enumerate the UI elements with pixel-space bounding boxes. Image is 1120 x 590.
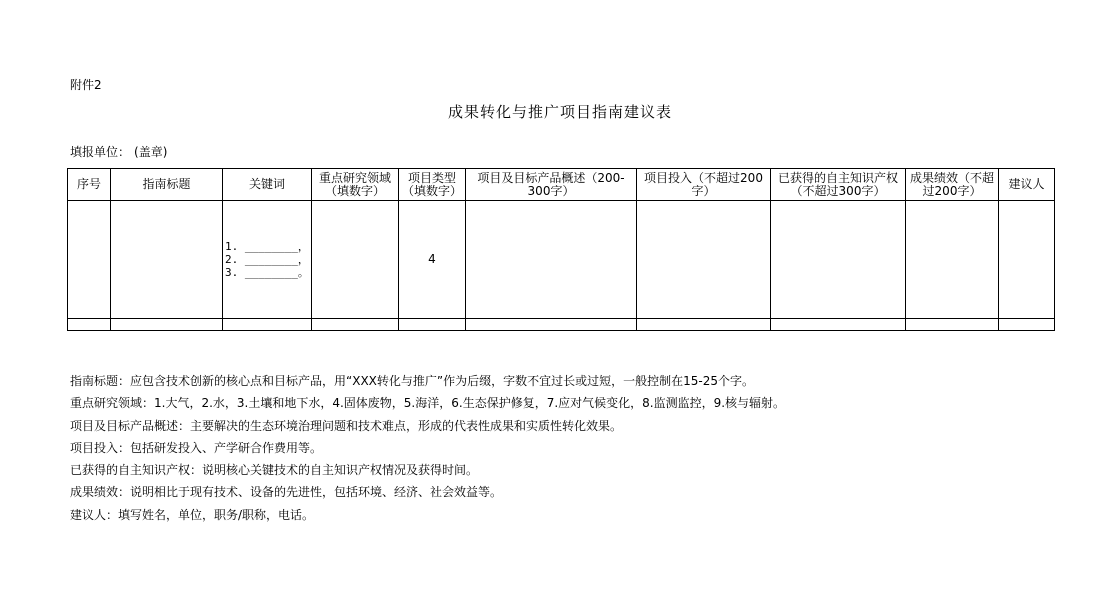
note-research-field: 重点研究领域：1.大气，2.水，3.土壤和地下水，4.固体废物，5.海洋，6.生态保护修复，7.应对气候变化，8.监测监控，9.核与辐射。 bbox=[70, 396, 786, 411]
note-ip: 已获得的自主知识产权：说明核心关键技术的自主知识产权情况及获得时间。 bbox=[70, 463, 479, 478]
attachment-label: 附件2 bbox=[70, 78, 102, 92]
header-cell-ip: 已获得的自主知识产权（不超过300字） bbox=[771, 169, 906, 201]
suggestion-table bbox=[67, 168, 1055, 331]
note-guide-title: 指南标题：应包含技术创新的核心点和目标产品，用“XXX转化与推广”作为后缀，字数不宜过长或过短，一般控制在15-25个字。 bbox=[70, 374, 754, 388]
project-type-cell[interactable]: 4 bbox=[399, 201, 466, 319]
header-cell-keywords: 关键词 bbox=[223, 169, 312, 201]
investment-cell[interactable] bbox=[637, 201, 771, 319]
keyword-line: 1. ________， bbox=[225, 240, 309, 253]
empty-cell[interactable] bbox=[399, 319, 466, 331]
note-performance: 成果绩效：说明相比于现有技术、设备的先进性，包括环境、经济、社会效益等。 bbox=[70, 485, 503, 500]
header-cell-research-field: 重点研究领域（填数字） bbox=[312, 169, 399, 201]
empty-cell[interactable] bbox=[466, 319, 637, 331]
keyword-line: 2. ________， bbox=[225, 253, 309, 266]
note-overview: 项目及目标产品概述：主要解决的生态环境治理问题和技术难点，形成的代表性成果和实质性转化效果。 bbox=[70, 418, 623, 433]
header-cell-investment: 项目投入（不超过200字） bbox=[637, 169, 771, 201]
header-cell-index: 序号 bbox=[68, 169, 111, 201]
header-cell-project-type: 项目类型（填数字） bbox=[399, 169, 466, 201]
page-title: 成果转化与推广项目指南建议表 bbox=[447, 103, 672, 121]
overview-cell[interactable] bbox=[466, 201, 637, 319]
research-field-cell[interactable] bbox=[312, 201, 399, 319]
table-row bbox=[68, 201, 1055, 319]
empty-cell[interactable] bbox=[999, 319, 1055, 331]
reporting-unit-label: 填报单位： bbox=[70, 145, 131, 159]
keyword-line: 3. ________。 bbox=[225, 266, 309, 279]
guide-title-cell[interactable] bbox=[111, 201, 223, 319]
note-proposer: 建议人：填写姓名，单位，职务/职称，电话。 bbox=[70, 507, 315, 522]
seal-note: (盖章) bbox=[134, 145, 168, 159]
notes-section bbox=[70, 370, 785, 526]
empty-cell[interactable] bbox=[312, 319, 399, 331]
header-cell-performance: 成果绩效（不超过200字） bbox=[906, 169, 999, 201]
empty-cell[interactable] bbox=[68, 319, 111, 331]
proposer-cell[interactable] bbox=[999, 201, 1055, 319]
ip-cell[interactable] bbox=[771, 201, 906, 319]
reporting-unit bbox=[70, 143, 167, 160]
empty-cell[interactable] bbox=[771, 319, 906, 331]
empty-cell[interactable] bbox=[223, 319, 312, 331]
header-cell-guide-title: 指南标题 bbox=[111, 169, 223, 201]
index-cell[interactable] bbox=[68, 201, 111, 319]
header-cell-proposer: 建议人 bbox=[999, 169, 1055, 201]
keywords-cell[interactable] bbox=[223, 201, 312, 319]
empty-cell[interactable] bbox=[111, 319, 223, 331]
header-cell-overview: 项目及目标产品概述（200-300字） bbox=[466, 169, 637, 201]
empty-cell[interactable] bbox=[906, 319, 999, 331]
performance-cell[interactable] bbox=[906, 201, 999, 319]
empty-cell[interactable] bbox=[637, 319, 771, 331]
note-investment: 项目投入：包括研发投入、产学研合作费用等。 bbox=[70, 440, 323, 455]
table-header-row bbox=[68, 169, 1055, 201]
table-row bbox=[68, 319, 1055, 331]
